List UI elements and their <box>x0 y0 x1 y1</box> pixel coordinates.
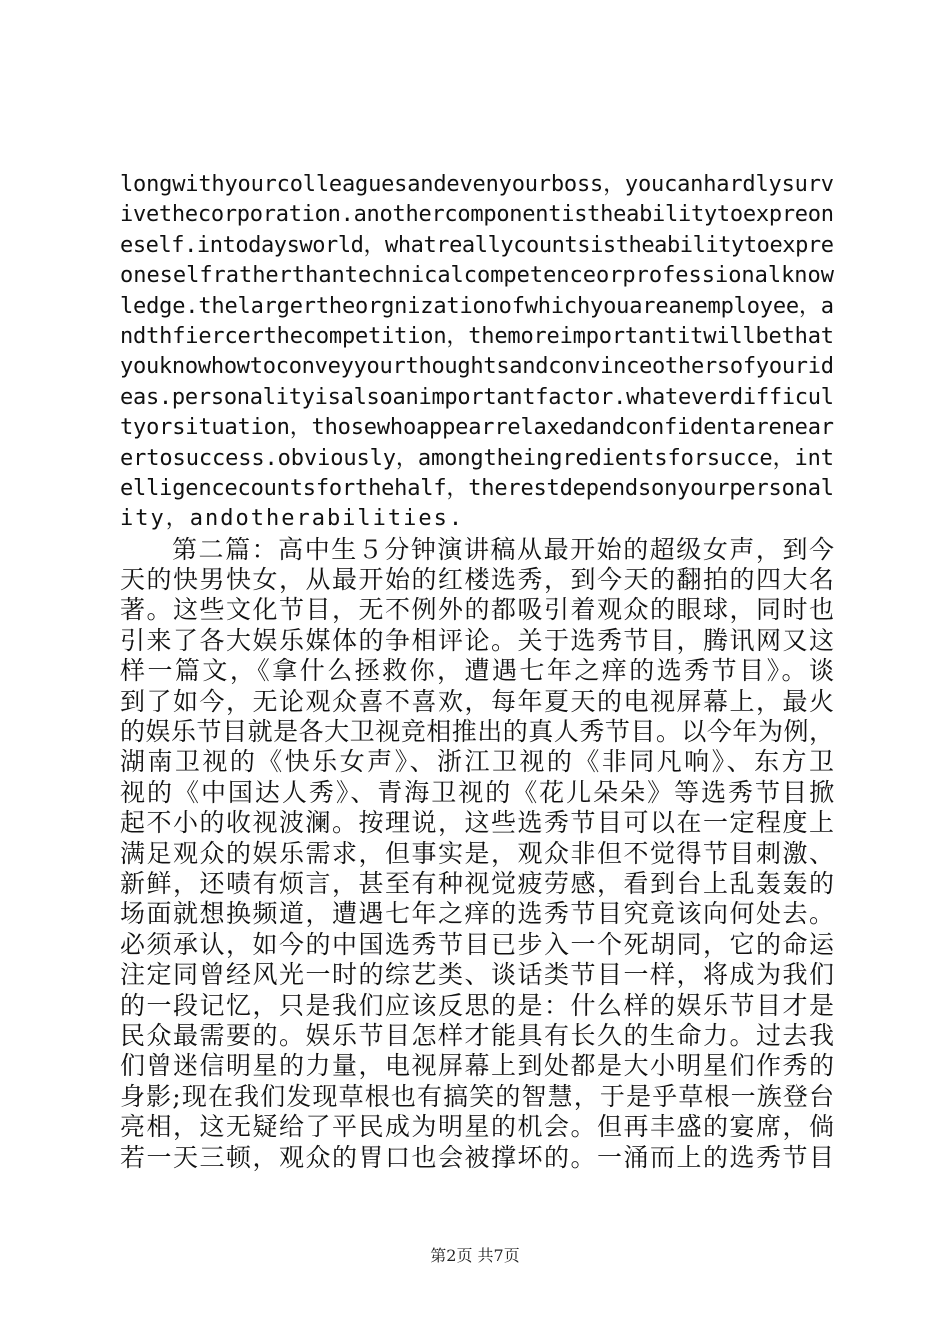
text-line-cn-19: 身影;现在我们发现草根也有搞笑的智慧，于是乎草根一族登台 <box>120 1081 836 1111</box>
text-line-en-10: ertosuccess.obviously，amongtheingredientsforsucce，int <box>120 445 834 471</box>
text-line-cn-5: 样一篇文，《拿什么拯救你，遭遇七年之痒的选秀节目》。谈 <box>120 656 837 686</box>
text-line-en-9: tyorsituation，thosewhoappearrelaxedandconfidentarenear <box>120 415 834 441</box>
text-line-cn-17: 民众最需要的。娱乐节目怎样才能具有长久的生命力。过去我 <box>120 1020 836 1050</box>
text-line-cn-12: 新鲜，还啧有烦言，甚至有种视觉疲劳感，看到台上乱轰轰的 <box>120 868 836 898</box>
text-line-cn-13: 场面就想换频道，遭遇七年之痒的选秀节目究竟该向何处去。 <box>120 899 836 929</box>
text-line-cn-7: 的娱乐节目就是各大卫视竞相推出的真人秀节目。以今年为例， <box>120 717 835 747</box>
text-line-en-1: longwithyourcolleaguesandevenyourboss，youcanhardlysurv <box>120 172 834 197</box>
text-line-en-6: ndthfiercerthecompetition，themoreimportantitwillbethat <box>120 323 834 349</box>
text-line-en-4: oneselfratherthantechnicalcompetenceorprofessionalknow <box>120 263 834 289</box>
text-line-cn-20: 亮相，这无疑给了平民成为明星的机会。但再丰盛的宴席，倘 <box>120 1112 836 1142</box>
text-line-cn-4: 引来了各大娱乐媒体的争相评论。关于选秀节目，腾讯网又这 <box>120 625 836 655</box>
text-line-en-7: youknowhowtoconveyyourthoughtsandconvinceothersofyourid <box>120 354 834 380</box>
text-line-cn-21: 若一天三顿，观众的胃口也会被撑坏的。一涌而上的选秀节目 <box>120 1142 836 1172</box>
text-line-en-3: eself.intodaysworld，whatreallycountsistheabilitytoexpre <box>120 232 834 258</box>
text-line-en-5: ledge.thelargertheorgnizationofwhichyouareanemployee，a <box>120 293 834 319</box>
text-line-cn-3: 著。这些文化节目，无不例外的都吸引着观众的眼球，同时也 <box>120 595 836 625</box>
text-line-en-12: ity，andotherabilities. <box>120 506 465 532</box>
text-line-cn-6: 到了如今，无论观众喜不喜欢，每年夏天的电视屏幕上，最火 <box>120 686 836 716</box>
text-line-en-11: elligencecountsforthehalf，therestdependsonyourpersonal <box>120 475 834 501</box>
text-line-cn-16: 的一段记忆，只是我们应该反思的是：什么样的娱乐节目才是 <box>120 990 836 1020</box>
text-line-cn-8: 湖南卫视的《快乐女声》、浙江卫视的《非同凡响》、东方卫 <box>120 747 837 777</box>
text-line-cn-2: 天的快男快女，从最开始的红楼选秀，到今天的翻拍的四大名 <box>120 565 836 595</box>
text-line-en-8: eas.personalityisalsoanimportantfactor.whateverdifficul <box>120 384 834 410</box>
body-text <box>120 170 837 1173</box>
text-line-cn-1: 第二篇：高中生５分钟演讲稿从最开始的超级女声，到今 <box>172 534 836 564</box>
text-line-cn-14: 必须承认，如今的中国选秀节目已步入一个死胡同，它的命运 <box>120 929 836 959</box>
text-line-cn-18: 们曾迷信明星的力量，电视屏幕上到处都是大小明星们作秀的 <box>120 1051 836 1081</box>
text-line-cn-9: 视的《中国达人秀》、青海卫视的《花儿朵朵》等选秀节目掀 <box>120 777 836 807</box>
page-number-footer: 第2页 共7页 <box>430 1246 520 1265</box>
text-line-cn-11: 满足观众的娱乐需求，但事实是，观众非但不觉得节目刺激、 <box>120 838 836 868</box>
text-line-cn-15: 注定同曾经风光一时的综艺类、谈话类节目一样，将成为我们 <box>120 960 836 990</box>
text-line-en-2: ivethecorporation.anothercomponentistheabilitytoexpreon <box>120 202 834 228</box>
text-line-cn-10: 起不小的收视波澜。按理说，这些选秀节目可以在一定程度上 <box>120 808 836 838</box>
